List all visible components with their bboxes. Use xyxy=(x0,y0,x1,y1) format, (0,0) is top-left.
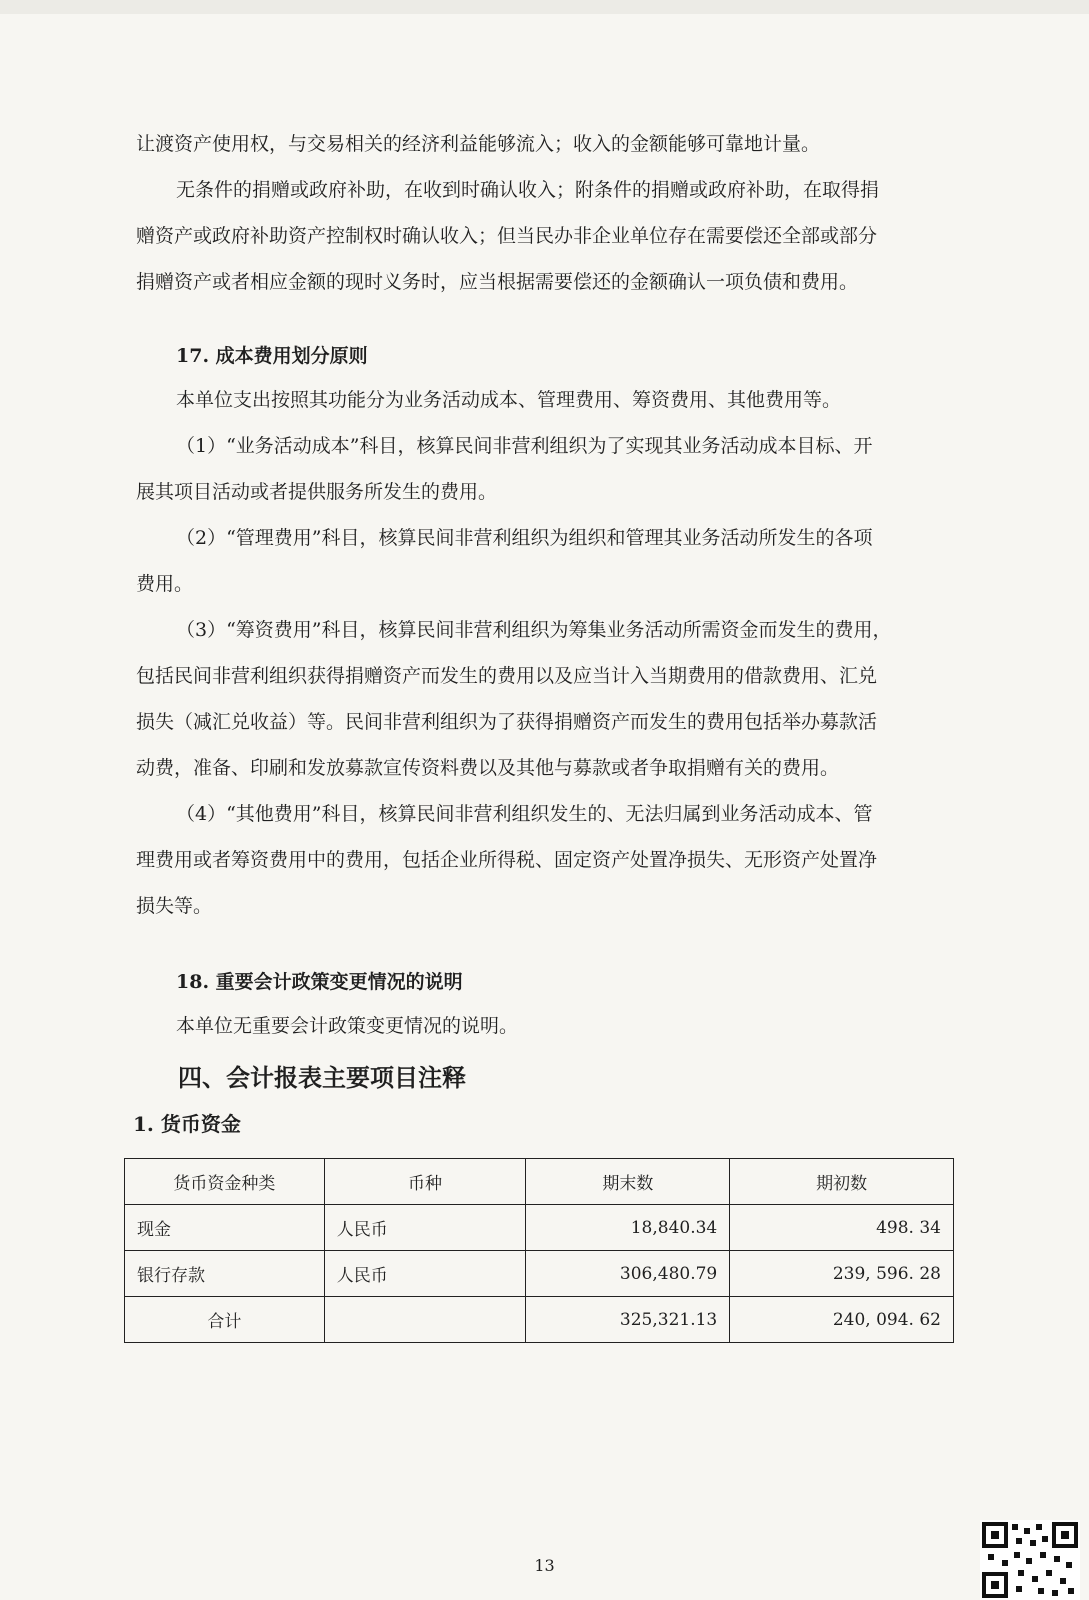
paragraph-line: 展其项目活动或者提供服务所发生的费用。 xyxy=(136,481,498,503)
table-cell: 银行存款 xyxy=(125,1251,325,1297)
paragraph-line: 本单位支出按照其功能分为业务活动成本、管理费用、筹资费用、其他费用等。 xyxy=(176,389,842,411)
chapter-heading: 四、会计报表主要项目注释 xyxy=(178,1063,466,1092)
section-heading-17: 17. 成本费用划分原则 xyxy=(176,345,368,367)
paragraph-line: 赠资产或政府补助资产控制权时确认收入；但当民办非企业单位存在需要偿还全部或部分 xyxy=(136,225,878,247)
section-heading-18: 18. 重要会计政策变更情况的说明 xyxy=(176,971,463,993)
column-header: 货币资金种类 xyxy=(125,1159,325,1205)
table-row xyxy=(125,1205,954,1251)
table-cell: 240, 094. 62 xyxy=(730,1297,954,1343)
table-cell: 人民币 xyxy=(324,1251,526,1297)
paragraph-line: 本单位无重要会计政策变更情况的说明。 xyxy=(176,1015,519,1037)
paragraph-line: 捐赠资产或者相应金额的现时义务时，应当根据需要偿还的金额确认一项负债和费用。 xyxy=(136,271,859,293)
table-cell: 18,840.34 xyxy=(526,1205,730,1251)
column-header: 币种 xyxy=(324,1159,526,1205)
qr-code-icon xyxy=(980,1520,1080,1600)
paragraph-line: （4）“其他费用”科目，核算民间非营利组织发生的、无法归属到业务活动成本、管 xyxy=(176,803,873,825)
table-cell: 合计 xyxy=(125,1297,325,1343)
paragraph-line: 动费，准备、印刷和发放募款宣传资料费以及其他与募款或者争取捐赠有关的费用。 xyxy=(136,757,840,779)
table-cell: 现金 xyxy=(125,1205,325,1251)
scan-top-edge xyxy=(0,0,1089,14)
paragraph-line: 费用。 xyxy=(136,573,194,595)
paragraph-line: （2）“管理费用”科目，核算民间非营利组织为组织和管理其业务活动所发生的各项 xyxy=(176,527,873,549)
table-cell: 325,321.13 xyxy=(526,1297,730,1343)
paragraph-line: （1）“业务活动成本”科目，核算民间非营利组织为了实现其业务活动成本目标、开 xyxy=(176,435,873,457)
paragraph-line: （3）“筹资费用”科目，核算民间非营利组织为筹集业务活动所需资金而发生的费用， xyxy=(176,619,892,641)
table-cell xyxy=(324,1297,526,1343)
paragraph-line: 理费用或者筹资费用中的费用，包括企业所得税、固定资产处置净损失、无形资产处置净 xyxy=(136,849,878,871)
subsection-heading: 1. 货币资金 xyxy=(133,1112,241,1136)
table-header-row xyxy=(125,1159,954,1205)
paragraph-line: 无条件的捐赠或政府补助，在收到时确认收入；附条件的捐赠或政府补助，在取得捐 xyxy=(176,179,880,201)
table-cell: 人民币 xyxy=(324,1205,526,1251)
column-header: 期初数 xyxy=(730,1159,954,1205)
paragraph-line: 损失等。 xyxy=(136,895,213,917)
table-row xyxy=(125,1251,954,1297)
paragraph-line: 包括民间非营利组织获得捐赠资产而发生的费用以及应当计入当期费用的借款费用、汇兑 xyxy=(136,665,878,687)
column-header: 期末数 xyxy=(526,1159,730,1205)
paragraph-line: 让渡资产使用权，与交易相关的经济利益能够流入；收入的金额能够可靠地计量。 xyxy=(136,133,821,155)
table-cell: 498. 34 xyxy=(730,1205,954,1251)
page-number: 13 xyxy=(534,1556,555,1575)
paragraph-line: 损失（减汇兑收益）等。民间非营利组织为了获得捐赠资产而发生的费用包括举办募款活 xyxy=(136,711,878,733)
table-cell: 306,480.79 xyxy=(526,1251,730,1297)
cash-table xyxy=(124,1158,954,1343)
table-cell: 239, 596. 28 xyxy=(730,1251,954,1297)
table-total-row xyxy=(125,1297,954,1343)
